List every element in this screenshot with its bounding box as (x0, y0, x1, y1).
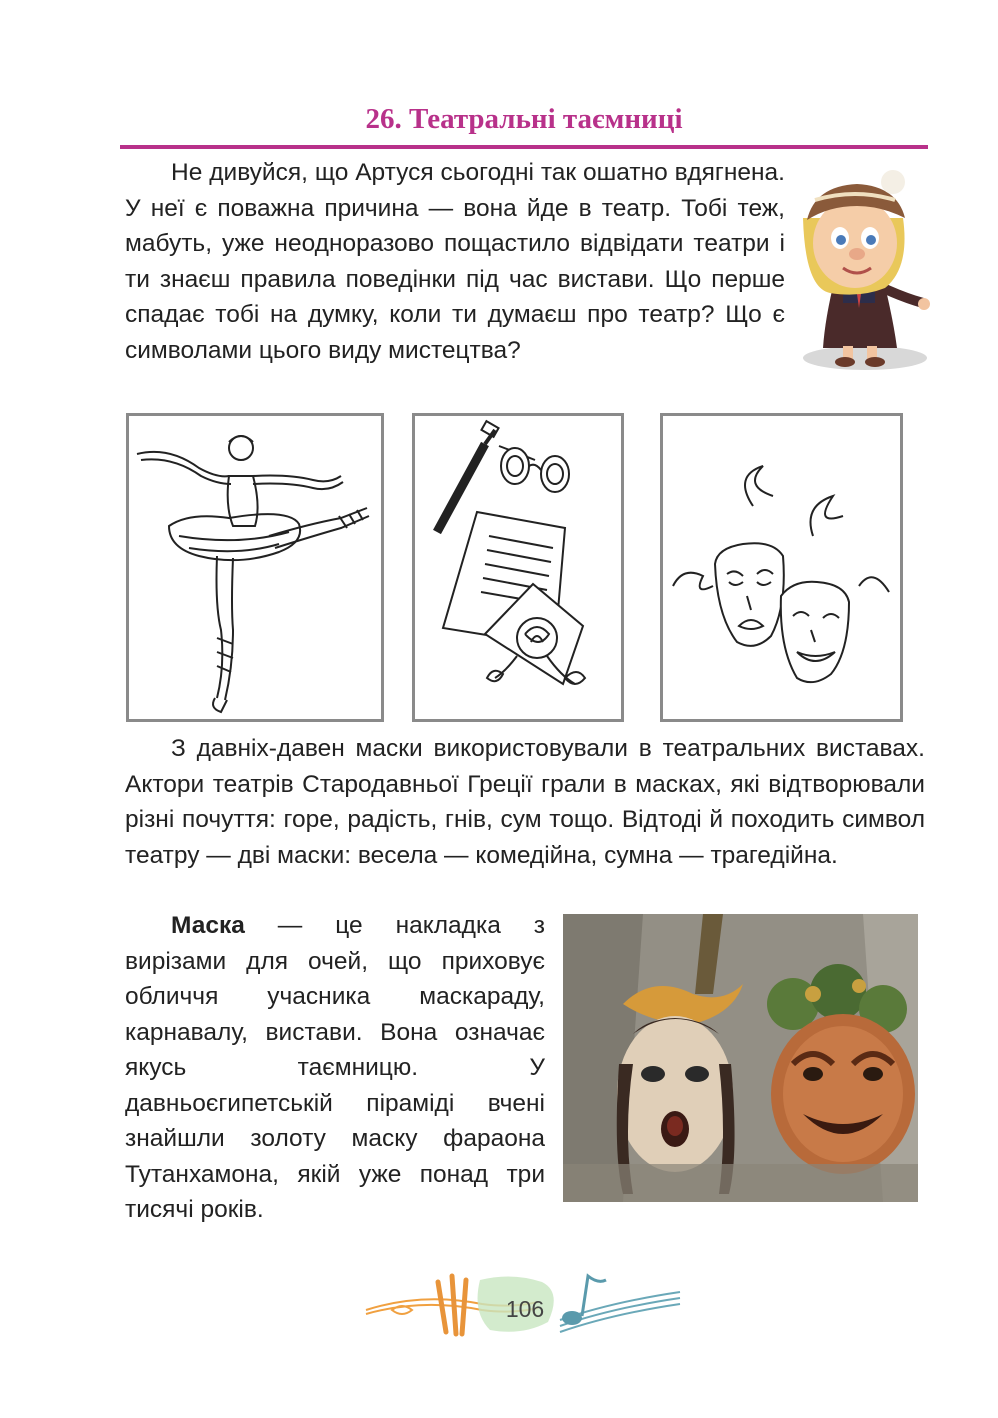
ballerina-frame (126, 413, 384, 722)
page-number: 106 (505, 1296, 545, 1322)
definition-term: Маска (171, 912, 245, 939)
mosaic-masks-photo (563, 914, 918, 1202)
ballerina-drawing (129, 416, 381, 719)
theatre-masks-frame (660, 413, 903, 722)
theatre-masks-drawing (663, 416, 900, 719)
history-paragraph: З давніх-давен маски використовували в театральних виставах. Актори театрів Стародавньої Греції грали в масках, які відтворювали різні почуття: горе, радість, гнів, сум тощо. Відтоді й походить символ театру — дві маски: весела — комедійна, сумна — трагедійна. (125, 735, 925, 869)
intro-paragraph: Не дивуйся, що Артуся сьогодні так ошатно вдягнена. У неї є поважна причина — вона йде в театр. Тобі теж, мабуть, уже неодноразово пощастило відвідати театри і ти знаєш правила поведінки під час вистави. Що перше спадає тобі на думку, коли ти думаєш про театр? Що є символами цього виду мистецтва? (125, 159, 785, 364)
girl-character-illustration (785, 158, 930, 373)
title-underline (120, 145, 928, 149)
opera-glasses-frame (412, 413, 624, 722)
definition-paragraph (125, 908, 545, 1228)
page-title: 26. Театральні таємниці (365, 103, 683, 135)
opera-glasses-drawing (415, 416, 621, 719)
definition-text: — це накладка з вирізами для очей, що приховує обличчя учасника маскараду, карнавалу, вистави. Вона означає якусь таємницю. У давньоєгипетській піраміді вчені знайшли золоту маску фараона Тутанхамона, якій уже понад три тисячі років. (125, 912, 545, 1223)
